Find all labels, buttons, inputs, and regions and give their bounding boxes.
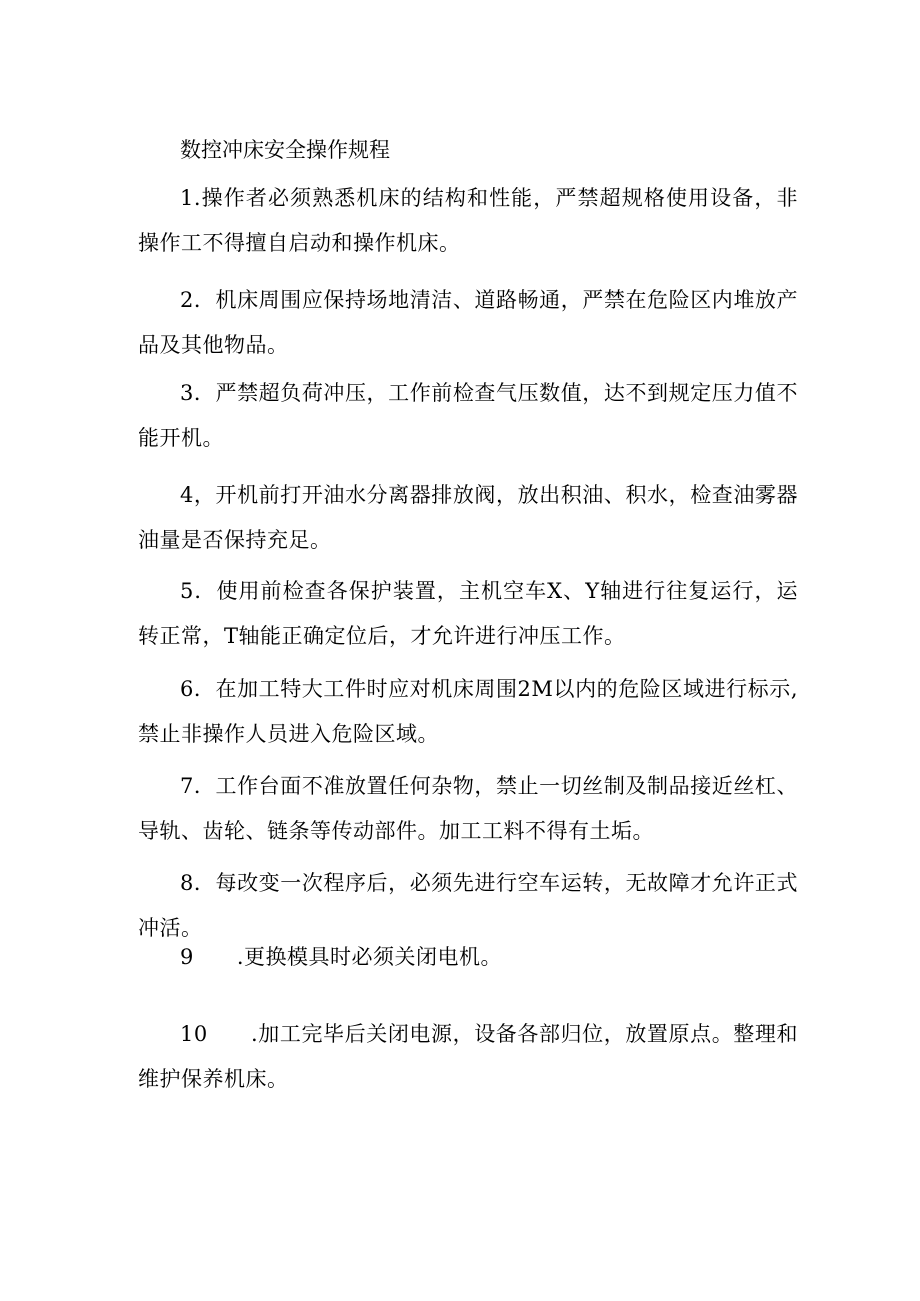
rule-item-4: 4，开机前打开油水分离器排放阀，放出积油、积水，检查油雾器油量是否保持充足。	[138, 483, 798, 552]
rule-item-5: 5．使用前检查各保护装置，主机空车X、Y轴进行往复运行，运转正常，T轴能正确定位后，才允许进行冲压工作。	[138, 579, 798, 648]
document-title: 数控冲床安全操作规程	[180, 138, 390, 162]
rule-item-9: 9 .更换模具时必须关闭电机。	[180, 945, 503, 969]
rule-item-10: 10 .加工完毕后关闭电源，设备各部归位，放置原点。整理和维护保养机床。	[138, 1022, 798, 1091]
rule-item-1: 1.操作者必须熟悉机床的结构和性能，严禁超规格使用设备，非操作工不得擅自启动和操作机床。	[138, 186, 798, 255]
rule-item-6: 6．在加工特大工件时应对机床周围2M以内的危险区域进行标示,禁止非操作人员进入危险区域。	[138, 677, 798, 746]
rule-item-2: 2．机床周围应保持场地清洁、道路畅通，严禁在危险区内堆放产品及其他物品。	[138, 288, 798, 357]
rule-item-3: 3．严禁超负荷冲压，工作前检查气压数值，达不到规定压力值不能开机。	[138, 381, 798, 450]
rule-item-7: 7．工作台面不准放置任何杂物，禁止一切丝制及制品接近丝杠、导轨、齿轮、链条等传动部件。加工工料不得有土垢。	[138, 774, 798, 843]
rule-item-8: 8．每改变一次程序后，必须先进行空车运转，无故障才允许正式冲活。	[138, 871, 798, 940]
